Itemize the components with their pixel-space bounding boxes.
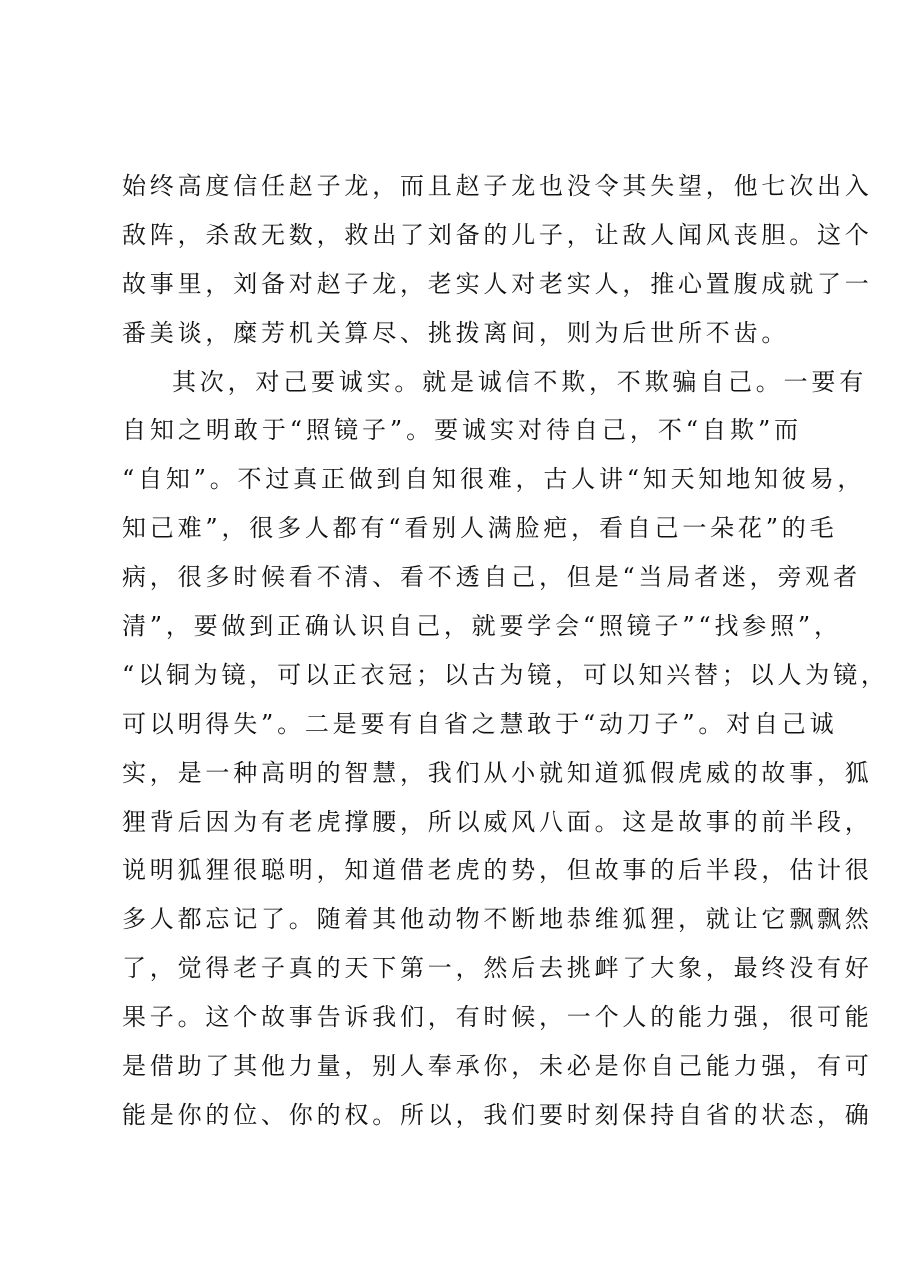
- text-line: “以铜为镜，可以正衣冠；以古为镜，可以知兴替；以人为镜，: [122, 660, 889, 689]
- text-line: 多人都忘记了。随着其他动物不断地恭维狐狸，就让它飘飘然: [122, 905, 873, 934]
- text-line: 自知之明敢于“照镜子”。要诚实对待自己，不“自欺”而: [122, 416, 802, 445]
- text-line: 番美谈，糜芳机关算尽、挑拨离间，则为后世所不齿。: [122, 318, 790, 347]
- text-line: 可以明得失”。二是要有自省之慧敢于“动刀子”。对自己诚: [122, 709, 838, 738]
- text-line: 敌阵，杀敌无数，救出了刘备的儿子，让敌人闻风丧胆。这个: [122, 220, 873, 249]
- text-line: 实，是一种高明的智慧，我们从小就知道狐假虎威的故事，狐: [122, 758, 873, 787]
- text-line: 始终高度信任赵子龙，而且赵子龙也没令其失望，他七次出入: [122, 172, 873, 200]
- text-line: 说明狐狸很聪明，知道借老虎的势，但故事的后半段，估计很: [122, 856, 873, 885]
- paragraph-first-line: 其次，对己要诚实。就是诚信不欺，不欺骗自己。一要有: [172, 367, 867, 396]
- text-line: 能是你的位、你的权。所以，我们要时刻保持自省的状态，确: [122, 1100, 873, 1129]
- text-line: 狸背后因为有老虎撑腰，所以威风八面。这是故事的前半段，: [122, 807, 873, 836]
- text-line: “自知”。不过真正做到自知很难，古人讲“知天知地知彼易，: [122, 465, 866, 494]
- text-line: 清”，要做到正确认识自己，就要学会“照镜子”“找参照”，: [122, 612, 842, 641]
- text-line: 果子。这个故事告诉我们，有时候，一个人的能力强，很可能: [122, 1003, 873, 1032]
- text-line: 知己难”，很多人都有“看别人满脸疤，看自己一朵花”的毛: [122, 514, 838, 543]
- body-text: [122, 162, 889, 1140]
- text-line: 是借助了其他力量，别人奉承你，未必是你自己能力强，有可: [122, 1052, 873, 1081]
- text-line: 病，很多时候看不清、看不透自己，但是“当局者迷，旁观者: [122, 563, 861, 592]
- text-line: 了，觉得老子真的天下第一，然后去挑衅了大象，最终没有好: [122, 954, 873, 983]
- text-line: 故事里，刘备对赵子龙，老实人对老实人，推心置腹成就了一: [122, 269, 873, 298]
